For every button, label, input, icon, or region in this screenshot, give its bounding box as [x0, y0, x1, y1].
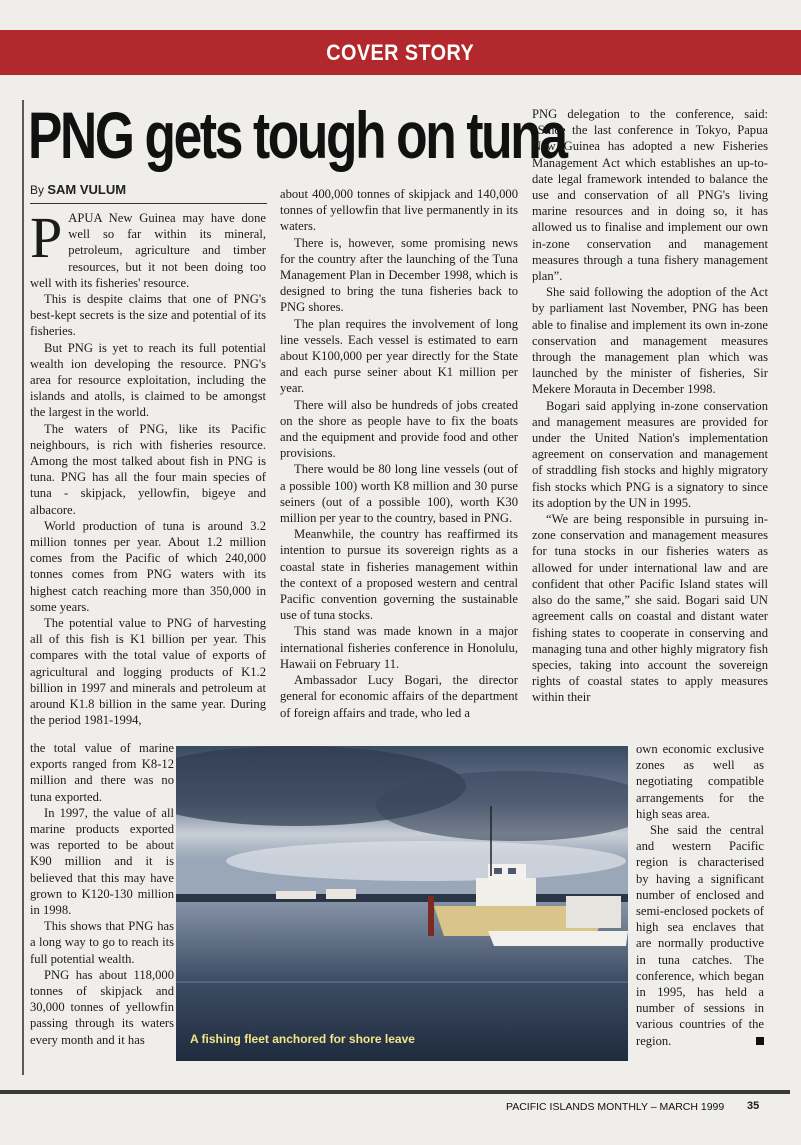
article-paragraph: The potential value to PNG of harvesting all of this fish is K1 billion per year. This compares with the total value of exports of agricultural and logging products of K1.2 billion in 1997 and minerals and petroleum at around K1.8 billion in the same year. During the period 1981-1994, [30, 616, 266, 728]
article-paragraph: There will also be hundreds of jobs created on the shore as people have to fix the boats and the equipment and provide food and other provisions. [280, 397, 518, 461]
article-paragraph: Meanwhile, the country has reaffirmed its intention to pursue its sovereign rights as a coastal state in fisheries management within the context of a proposed western and central Pacific convention governing the sustainable use of tuna stocks. [280, 527, 518, 623]
column-3-continued [636, 741, 764, 1049]
article-paragraph: The waters of PNG, like its Pacific neighbours, is rich with fisheries resource. Among the most talked about fish in PNG is tuna. PNG has all the four main species of tuna - skipjack, yellowfin, bigeye and albacore. [30, 421, 266, 517]
article-paragraph: There is, however, some promising news for the country after the launching of the Tuna Management Plan in December 1998, which is designed to bring the tuna fisheries back to PNG shores. [280, 235, 518, 315]
article-paragraph: The plan requires the involvement of long line vessels. Each vessel is estimated to earn about K100,000 per year directly for the State and each purse seiner about K1 million per year. [280, 316, 518, 396]
article-paragraph: own economic exclusive zones as well as negotiating compatible arrangements for the high seas area. [636, 742, 764, 821]
section-label: COVER STORY [326, 39, 475, 65]
article-paragraph: PNG has about 118,000 tonnes of skipjack and 30,000 tonnes of yellowfin passing through its waters every month and it has [30, 967, 174, 1047]
article-paragraph: Ambassador Lucy Bogari, the director general for economic affairs of the department of foreign affairs and trade, who led a [280, 673, 518, 720]
footer-publication: PACIFIC ISLANDS MONTHLY – MARCH 1999 [506, 1101, 725, 1113]
byline [30, 182, 126, 197]
article-paragraph: World production of tuna is around 3.2 million tonnes per year. About 1.2 million comes from the Pacific of which 240,000 tonnes comes from PNG waters with its highest catch reaching more than 350,000 in some years. [30, 518, 266, 614]
paragraph-text: She said the central and western Pacific region is characterised by having a significant number of enclosed and semi-enclosed pockets of high sea enclaves that are normally productive in tuna catches. The conference, which began in 1995, has held a number of sessions in various countries of the region. [636, 823, 764, 1048]
article-paragraph: about 400,000 tonnes of skipjack and 140,000 tonnes of yellowfin that live permanently in its waters. [280, 187, 518, 234]
article-paragraph [30, 205, 266, 291]
article-paragraph: the total value of marine exports ranged from K8-12 million and there was no tuna exported. [30, 741, 174, 804]
column-1 [30, 205, 266, 729]
article-paragraph: This is despite claims that one of PNG's best-kept secrets is the size and potential of its fisheries. [30, 292, 266, 339]
article-paragraph: She said following the adoption of the Act by parliament last November, PNG has been able to finalise and implement its own in-zone conservation and management measures through the management plan which was launched by the minister of fisheries, Sir Mekere Morauta in December 1998. [532, 285, 768, 397]
article-paragraph: In 1997, the value of all marine products exported was reported to be about K90 million and it is believed that this may have grown to K120-130 million in 1998. [30, 805, 174, 918]
article-paragraph: PNG delegation to the conference, said: “Since the last conference in Tokyo, Papua New Guinea has adopted a new Fisheries Management Act which establishes an up-to-date legal framework intended to balance the use and conservation of all PNG's living marine resources and in doing so, it has allowed us to finalise and implement our own in-zone conservation and management measures through a tuna fishery management plan”. [532, 107, 768, 284]
drop-cap: P [30, 205, 63, 270]
byline-divider [30, 203, 267, 204]
article-paragraph: But PNG is yet to reach its full potential wealth ion developing the resource. PNG's area for resource exploitation, including the islands and atolls, is claimed to be amongst the largest in the world. [30, 340, 266, 420]
article-paragraph: This shows that PNG has a long way to go to reach its full potential wealth. [30, 919, 174, 966]
left-frame-rule [22, 100, 24, 1075]
fishing-fleet-photo [176, 746, 628, 1061]
column-3 [532, 106, 768, 706]
page-number: 35 [747, 1100, 760, 1112]
end-mark-icon [756, 1037, 764, 1045]
article-paragraph [636, 822, 764, 1049]
photo-caption: A fishing fleet anchored for shore leave [190, 1032, 415, 1046]
section-banner [0, 30, 801, 75]
byline-author: SAM VULUM [47, 182, 127, 197]
column-1-continued [30, 740, 174, 1048]
paragraph-text: APUA New Guinea may have done well so far within its mineral, petroleum, agriculture and timber resources, but it not been doing too well with its fisheries' resource. [30, 211, 266, 290]
article-paragraph: “We are being responsible in pursuing in-zone conservation and management measures for tuna stocks in our fisheries waters as allowed for under international law and are confident that other Pacific Island states will also do the same,” she said. Bogari said UN agreement calls on coastal and distant water fishing states to cooperate in conserving and managing tuna and other highly migratory fish species, taking into account the sovereign rights of coastal states to apply measures within their [532, 512, 768, 705]
article-paragraph: There would be 80 long line vessels (out of a possible 100) worth K8 million and 30 purse seiners (out of a possible 100), worth K30 million per year to the country, based in PNG. [280, 462, 518, 526]
article-paragraph: Bogari said applying in-zone conservation and management measures are provided for under the United Nation's implementation agreement on conservation and management of straddling fish stocks and highly migratory fish stocks which PNG is a signatory to since its adoption by the UN in 1995. [532, 398, 768, 510]
byline-prefix: By [30, 183, 45, 197]
photo-illustration [176, 746, 628, 1061]
footer-rule [0, 1090, 790, 1094]
headline: PNG gets tough on tuna [28, 98, 566, 172]
column-2 [280, 186, 518, 721]
article-paragraph: This stand was made known in a major international fisheries conference in Honolulu, Hawaii on February 11. [280, 624, 518, 671]
